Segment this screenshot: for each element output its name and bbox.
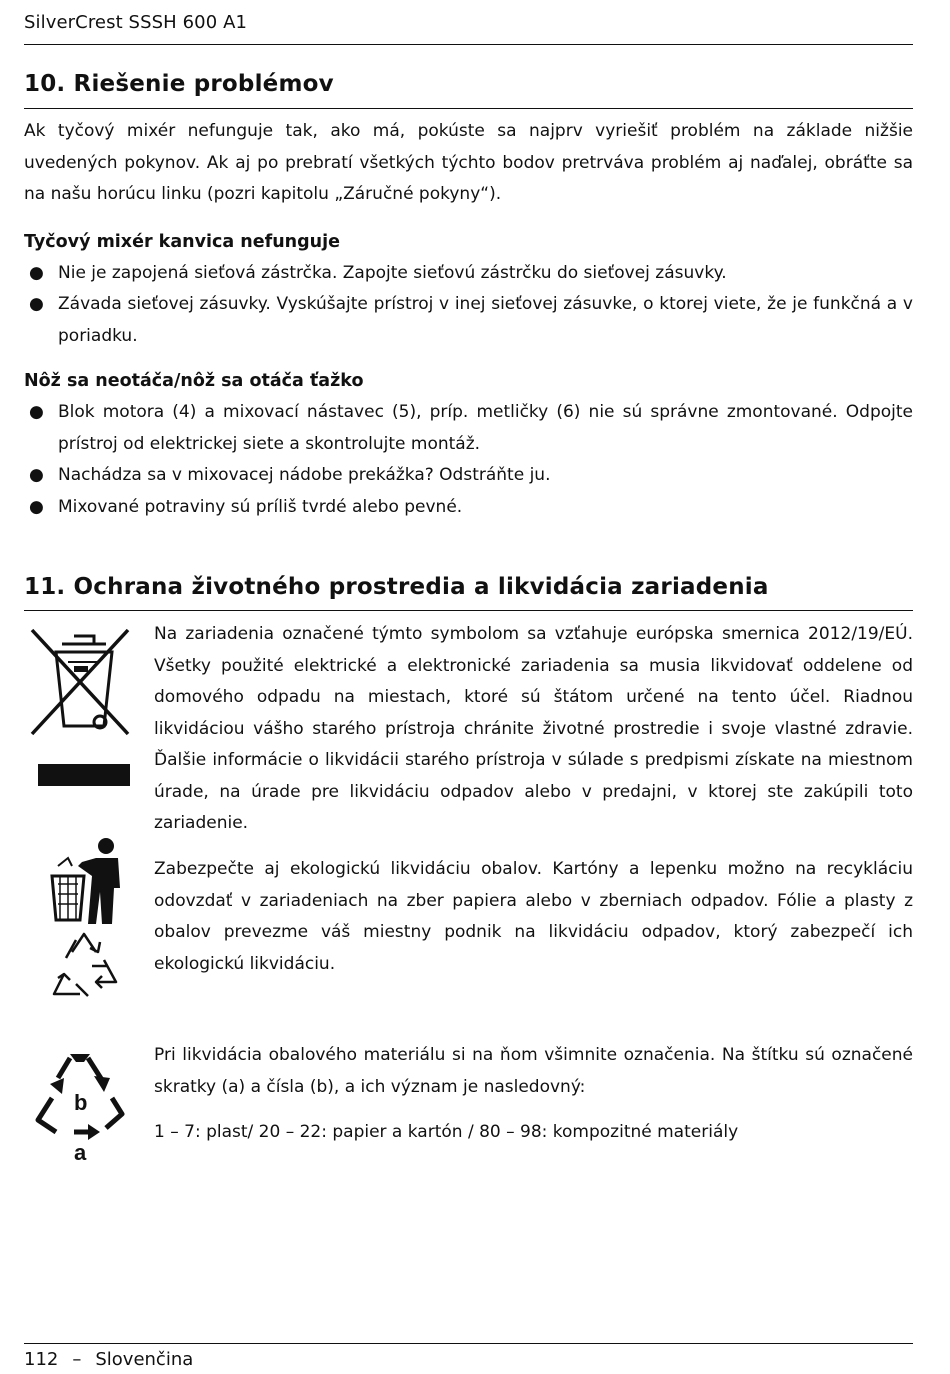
section-11-title: 11. Ochrana životného prostredia a likvidácia zariadenia xyxy=(24,574,769,600)
footer-rule xyxy=(24,1343,913,1344)
section-10-title: 10. Riešenie problémov xyxy=(24,71,334,97)
recycle-arrows-icon xyxy=(46,930,122,1006)
recycle-code-icon xyxy=(30,1048,130,1168)
footer-language: Slovenčina xyxy=(95,1349,194,1370)
list-item: ● Nie je zapojená sieťová zástrčka. Zapojte sieťovú zástrčku do sieťovej zásuvky. xyxy=(24,258,913,290)
section-10-rule xyxy=(24,108,913,109)
crossed-bin-icon xyxy=(28,622,132,794)
bullet-icon: ● xyxy=(29,465,44,485)
group-heading-no-power: Tyčový mixér kanvica nefunguje xyxy=(24,231,340,252)
page-footer xyxy=(24,1349,207,1370)
list-item: ● Závada sieťovej zásuvky. Vyskúšajte prístroj v inej sieťovej zásuvke, o ktorej viete, že je funkčná a v poriadku. xyxy=(24,289,913,352)
list-item: ● Nachádza sa v mixovacej nádobe prekážka? Odstráňte ju. xyxy=(24,460,913,492)
header-rule xyxy=(24,44,913,45)
bullet-icon: ● xyxy=(29,294,44,314)
manual-page xyxy=(24,0,913,1374)
bullet-icon: ● xyxy=(29,262,44,283)
marking-paragraph: Pri likvidácia obalového materiálu si na ňom všimnite označenia. Na štítku sú označené skratky (a) a čísla (b), a ich význam je nasledovný: 1 – 7: plast/ 20 – 22: papier a kartón / 80 – 98: kompozitné materiály xyxy=(154,1040,913,1149)
tidy-man-icon xyxy=(48,836,124,930)
section-11-rule xyxy=(24,610,913,611)
bullet-list-no-power xyxy=(24,258,913,353)
bullet-icon: ● xyxy=(29,402,44,422)
section-10-body xyxy=(24,116,913,523)
intro-paragraph: Ak tyčový mixér nefunguje tak, ako má, pokúste sa najprv vyriešiť problém na základe nižšie uvedených pokynov. Ak aj po prebratí všetkých týchto bodov pretrváva problém aj naďalej, obráťte sa na našu horúcu linku (pozri kapitolu „Záručné pokyny“). xyxy=(24,121,913,204)
code-label-b: b xyxy=(74,1090,88,1115)
weee-paragraph: Na zariadenia označené týmto symbolom sa vzťahuje európska smernica 2012/19/EÚ. Všetky použité elektrické a elektronické zariadenia sa musia likvidovať oddelene od domového odpadu na miestach, ktoré sú štátom určené na tento účel. Riadnou likvidáciou vášho starého prístroja chránite životné prostredie i svoje vlastné zdravie. Ďalšie informácie o likvidácii starého prístroja v súlade s predpismi získate na miestnom úrade, na úrade pre likvidáciu odpadov alebo v predajni, v ktorej ste zakúpili toto zariadenie. xyxy=(154,624,913,833)
list-item: ● Blok motora (4) a mixovací nástavec (5), príp. metličky (6) nie sú správne zmontované. Odpojte prístroj od elektrickej siete a skontrolujte montáž. xyxy=(24,397,913,460)
bullet-list-blade xyxy=(24,397,913,523)
footer-dash: – xyxy=(72,1349,82,1370)
group-heading-blade: Nôž sa neotáča/nôž sa otáča ťažko xyxy=(24,371,364,391)
code-label-a: a xyxy=(74,1140,87,1164)
codes-line: 1 – 7: plast/ 20 – 22: papier a kartón / 80 – 98: kompozitné materiály xyxy=(154,1122,739,1142)
list-item: ● Mixované potraviny sú príliš tvrdé alebo pevné. xyxy=(24,492,913,524)
packaging-paragraph: Zabezpečte aj ekologickú likvidáciu obalov. Kartóny a lepenku možno na recykláciu odovzdať v zariadeniach na zber papiera alebo v zberniach odpadov. Fólie a plasty z obalov prevezme váš miestny podnik na likvidáciu odpadov, ktorý zabezpečí ich ekologickú likvidáciu. xyxy=(154,859,913,974)
running-header: SilverCrest SSSH 600 A1 xyxy=(24,12,248,33)
page-number: 112 xyxy=(24,1349,59,1370)
bullet-icon: ● xyxy=(29,496,44,517)
